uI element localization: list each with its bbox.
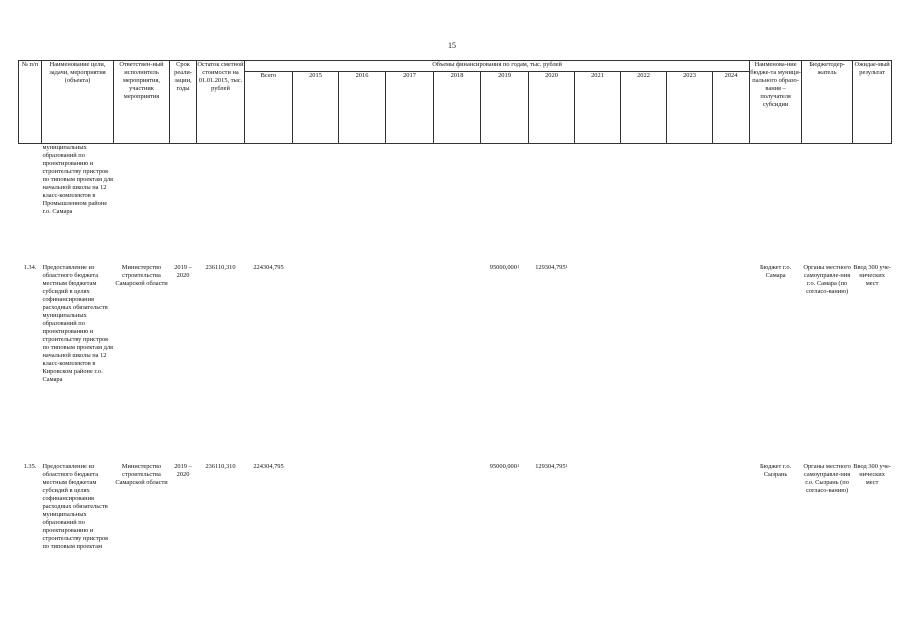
table-row bbox=[19, 261, 892, 460]
row-2020 bbox=[529, 261, 575, 460]
header-term: Срок реали-зации, годы bbox=[170, 61, 197, 144]
header-year: 2024 bbox=[713, 72, 750, 144]
row-2019 bbox=[481, 460, 529, 620]
header-executor: Ответствен-ный исполнитель мероприятия, участник мероприятия bbox=[114, 61, 170, 144]
row-2019-value: 95000,000 bbox=[489, 263, 517, 271]
header-name: Наименование цели, задачи, мероприятия (объекта) bbox=[42, 61, 114, 144]
header-year: 2018 bbox=[434, 72, 481, 144]
row-budget: Бюджет г.о. Самара bbox=[759, 263, 792, 279]
row-2020 bbox=[529, 460, 575, 620]
footnote-mark: 1 bbox=[565, 263, 568, 269]
row-num: 1.34. bbox=[23, 263, 37, 271]
header-year: 2021 bbox=[575, 72, 621, 144]
row-result: Ввод 300 уче-нических мест bbox=[853, 263, 891, 287]
row-total: 224304,795 bbox=[253, 263, 284, 271]
row-holder: Органы местного самоуправле-ния г.о. Самара (по согласо-ванию) bbox=[803, 263, 851, 295]
header-year: 2022 bbox=[621, 72, 667, 144]
header-year: 2015 bbox=[293, 72, 339, 144]
header-financing-group: Объемы финансирования по годам, тыс. рублей bbox=[245, 61, 750, 72]
header-budget: Наименова-ние бюдже-та муници-пального образо-вания – получателя субсидии bbox=[750, 61, 802, 144]
financing-table bbox=[18, 60, 892, 620]
page-number: 15 bbox=[448, 41, 456, 50]
row-2020-value: 129304,795 bbox=[535, 462, 566, 470]
header-result: Ожидае-мый результат bbox=[853, 61, 892, 144]
header-holder: Бюджетодер-жатель bbox=[802, 61, 853, 144]
header-year: 2016 bbox=[339, 72, 386, 144]
row-holder: Органы местного самоуправле-ния г.о. Сызрань (по согласо-ванию) bbox=[803, 462, 851, 494]
footnote-mark: 1 bbox=[565, 462, 568, 468]
header-year: 2023 bbox=[667, 72, 713, 144]
row-name: Предоставление из областного бюджета местным бюджетам субсидий в целях софинансирования расходных обязательств муниципальных образований по проектированию и строительству пристроя по типовым проектам для начальной школы на 12 класс-комплектов в Кировском районе г.о. Самара bbox=[42, 263, 113, 383]
row-balance: 236110,310 bbox=[205, 263, 236, 271]
table-row bbox=[19, 460, 892, 620]
row-2019 bbox=[481, 261, 529, 460]
continuation-name: муниципальных образований по проектированию и строительству пристроя по типовым проектам для начальной школы на 12 класс-комплектов в Промышленном районе г.о. Самара bbox=[42, 144, 113, 215]
row-2020-value: 129304,795 bbox=[535, 263, 566, 271]
row-term: 2019 – 2020 bbox=[174, 462, 192, 478]
row-name: Предоставление из областного бюджета местным бюджетам субсидий в целях софинансирования расходных обязательств муниципальных образований по проектированию и строительству пристроя по типовым проектам bbox=[42, 462, 108, 550]
row-executor: Министерство строительства Самарской области bbox=[115, 263, 168, 287]
header-year: 2017 bbox=[386, 72, 434, 144]
header-total: Всего bbox=[245, 72, 293, 144]
header-balance: Остаток сметной стоимости на 01.01.2015, тыс. рублей bbox=[197, 61, 245, 144]
row-result: Ввод 300 уче-нических мест bbox=[853, 462, 891, 486]
row-num: 1.35. bbox=[23, 462, 37, 470]
row-executor: Министерство строительства Самарской области bbox=[115, 462, 168, 486]
header-year: 2020 bbox=[529, 72, 575, 144]
row-term: 2019 – 2020 bbox=[174, 263, 192, 279]
row-budget: Бюджет г.о. Сызрань bbox=[759, 462, 792, 478]
header-num: № п/п bbox=[19, 61, 42, 144]
footnote-mark: 1 bbox=[516, 263, 520, 269]
table-row bbox=[19, 144, 892, 261]
footnote-mark: 1 bbox=[516, 462, 520, 468]
row-balance: 236110,310 bbox=[205, 462, 236, 470]
header-year: 2019 bbox=[481, 72, 529, 144]
row-2019-value: 95000,000 bbox=[489, 462, 517, 470]
row-total: 224304,795 bbox=[253, 462, 284, 470]
